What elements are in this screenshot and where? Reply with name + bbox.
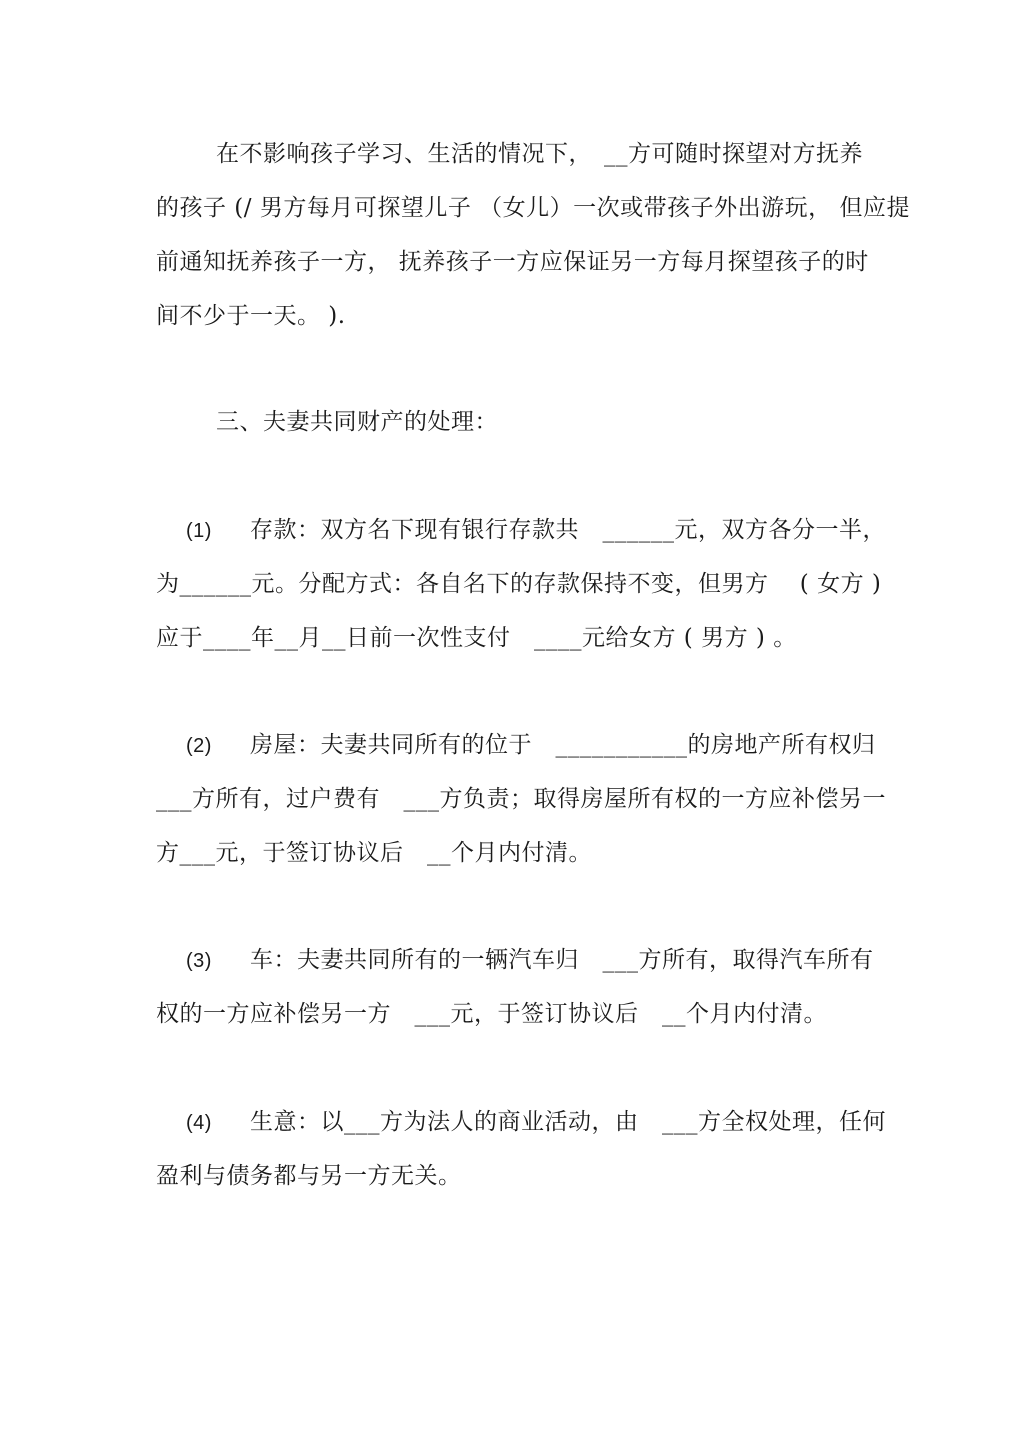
item-3-line-2: 权的一方应补偿另一方 ___元，于签订协议后 __个月内付清。 bbox=[156, 1001, 827, 1027]
visitation-line-4: 间不少于一天。 ). bbox=[156, 303, 346, 329]
item-4-line-2: 盈利与债务都与另一方无关。 bbox=[156, 1163, 462, 1189]
item-1-line-1: 存款：双方名下现有银行存款共 ______元，双方各分一半， bbox=[250, 517, 886, 543]
item-1-number-text: (1) bbox=[186, 520, 212, 542]
item-2-line-1: 房屋：夫妻共同所有的位于 ___________的房地产所有权归 bbox=[250, 732, 876, 758]
item-1-line-2: 为______元。分配方式：各自名下的存款保持不变，但男方 ( 女方 ) bbox=[156, 571, 882, 597]
visitation-line-1: 在不影响孩子学习、生活的情况下， __方可随时探望对方抚养 bbox=[216, 141, 863, 167]
visitation-line-2: 的孩子 (/ 男方每月可探望儿子 （女儿）一次或带孩子外出游玩， 但应提 bbox=[156, 195, 910, 221]
item-3-number bbox=[186, 945, 212, 976]
item-1-number bbox=[186, 515, 212, 546]
item-3-line-1: 车：夫妻共同所有的一辆汽车归 ___方所有，取得汽车所有 bbox=[250, 947, 874, 973]
item-2-number bbox=[186, 730, 212, 761]
section-three-heading: 三、夫妻共同财产的处理： bbox=[216, 409, 498, 435]
item-4-line-1: 生意：以___方为法人的商业活动，由 ___方全权处理，任何 bbox=[250, 1109, 886, 1135]
item-3-number-text: (3) bbox=[186, 950, 212, 972]
item-4-number-text: (4) bbox=[186, 1112, 212, 1134]
item-2-line-3: 方___元，于签订协议后 __个月内付清。 bbox=[156, 840, 592, 866]
item-4-number bbox=[186, 1107, 212, 1138]
item-2-number-text: (2) bbox=[186, 735, 212, 757]
visitation-line-3: 前通知抚养孩子一方， 抚养孩子一方应保证另一方每月探望孩子的时 bbox=[156, 249, 869, 275]
item-1-line-3: 应于____年__月__日前一次性支付 ____元给女方 ( 男方 ) 。 bbox=[156, 625, 797, 651]
item-2-line-2: ___方所有，过户费有 ___方负责；取得房屋所有权的一方应补偿另一 bbox=[156, 786, 886, 812]
